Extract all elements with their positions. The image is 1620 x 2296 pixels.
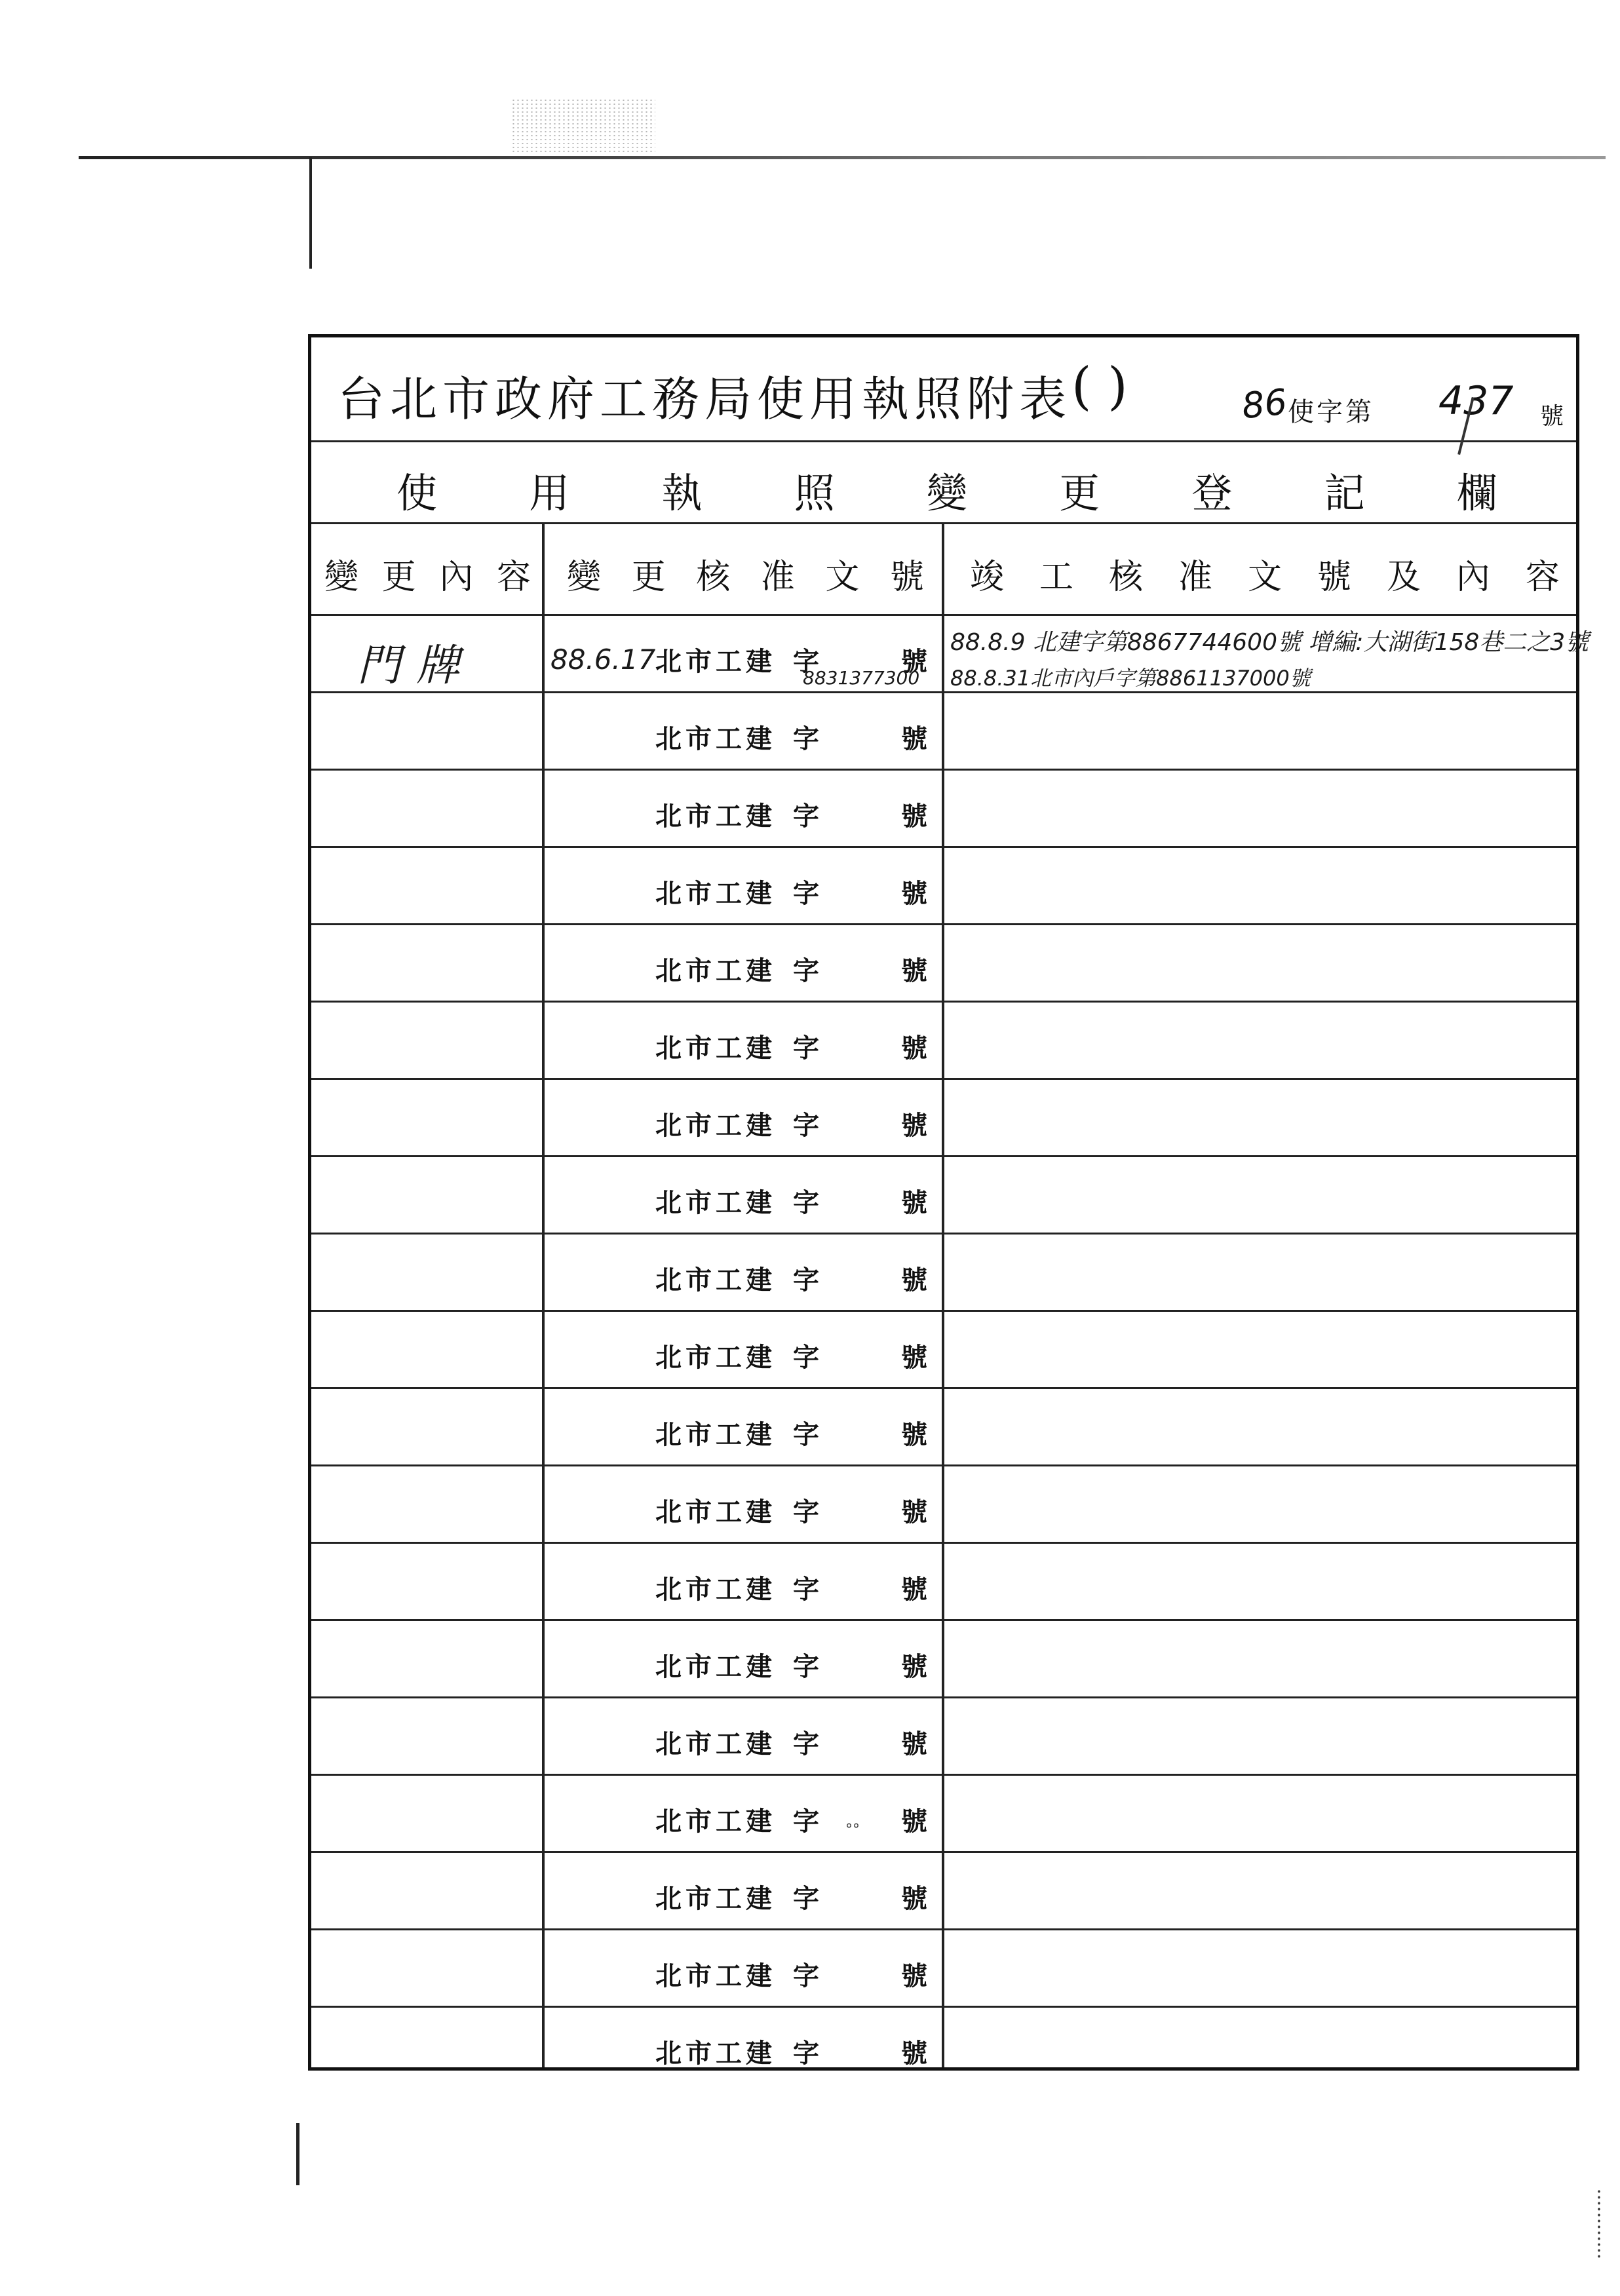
section-char: 執 xyxy=(661,469,703,517)
scan-edge-dots xyxy=(1596,2189,1602,2261)
table-header-row xyxy=(311,524,1576,616)
handwritten-doc-number: 8831377300 xyxy=(803,667,920,689)
header-change-content xyxy=(324,549,531,598)
header-char: 竣 xyxy=(970,558,1005,597)
doc-zi: 字 xyxy=(793,1497,819,1527)
header-char: 號 xyxy=(1317,558,1351,597)
header-char: 准 xyxy=(760,558,795,597)
table-row xyxy=(311,1853,1576,1930)
doc-prefix: 北市工建 xyxy=(655,1265,776,1295)
table-row xyxy=(311,1466,1576,1544)
doc-hao: 號 xyxy=(901,801,927,832)
table-row xyxy=(311,1776,1576,1853)
table-row xyxy=(311,1621,1576,1698)
doc-hao: 號 xyxy=(901,1187,927,1218)
doc-zi: 字 xyxy=(793,1342,819,1373)
doc-prefix: 北市工建 xyxy=(655,1574,776,1605)
section-char: 照 xyxy=(794,469,835,517)
section-char: 使 xyxy=(396,469,438,517)
table-row xyxy=(311,1312,1576,1389)
doc-zi: 字 xyxy=(793,1110,819,1141)
doc-zi: 字 xyxy=(793,1806,819,1837)
header-char: 更 xyxy=(631,558,666,597)
doc-hao: 號 xyxy=(901,646,927,677)
table-row xyxy=(311,1157,1576,1234)
doc-zi: 字 xyxy=(793,1574,819,1605)
section-char: 記 xyxy=(1324,469,1365,517)
doc-zi: 字 xyxy=(793,1033,819,1063)
header-char: 容 xyxy=(496,558,531,597)
doc-hao: 號 xyxy=(901,1806,927,1837)
header-char: 文 xyxy=(825,558,860,597)
doc-prefix: 北市工建 xyxy=(655,1961,776,1991)
header-char: 內 xyxy=(439,558,474,597)
handwritten-completion-line: 88.8.9 北建字第8867744600號 增編:大湖街158巷二之3號 xyxy=(950,629,1589,656)
doc-zi: 字 xyxy=(793,723,819,754)
doc-prefix: 北市工建 xyxy=(655,955,776,986)
doc-zi: 字 xyxy=(793,801,819,832)
doc-prefix: 北市工建 xyxy=(655,2038,776,2069)
header-char: 工 xyxy=(1039,558,1073,597)
permit-word: 使字第 xyxy=(1288,397,1374,427)
section-char: 用 xyxy=(529,469,570,517)
doc-hao: 號 xyxy=(901,1961,927,1991)
header-char: 准 xyxy=(1178,558,1212,597)
table-row xyxy=(311,2008,1576,2085)
section-char: 欄 xyxy=(1456,469,1497,517)
header-char: 更 xyxy=(381,558,416,597)
doc-hao: 號 xyxy=(901,2038,927,2069)
doc-hao: 號 xyxy=(901,1729,927,1759)
header-char: 內 xyxy=(1456,558,1490,597)
permit-number: 437 xyxy=(1438,378,1514,424)
table-row xyxy=(311,848,1576,925)
doc-prefix: 北市工建 xyxy=(655,1806,776,1837)
doc-zi: 字 xyxy=(793,955,819,986)
table-row xyxy=(311,1080,1576,1157)
doc-prefix: 北市工建 xyxy=(655,1497,776,1527)
doc-hao: 號 xyxy=(901,723,927,754)
doc-zi: 字 xyxy=(793,1651,819,1682)
doc-hao: 號 xyxy=(901,1419,927,1450)
header-char: 容 xyxy=(1525,558,1560,597)
header-char: 核 xyxy=(1108,558,1143,597)
handwritten-change: 門牌 xyxy=(357,640,475,691)
doc-prefix: 北市工建 xyxy=(655,1033,776,1063)
header-char: 及 xyxy=(1386,558,1421,597)
handwritten-date: 88.6.17 xyxy=(550,643,656,676)
doc-prefix: 北市工建 xyxy=(655,723,776,754)
doc-hao: 號 xyxy=(901,955,927,986)
doc-hao: 號 xyxy=(901,1883,927,1914)
header-completion-doc xyxy=(970,549,1560,598)
table-row xyxy=(311,925,1576,1003)
table-row xyxy=(311,1698,1576,1776)
section-char: 登 xyxy=(1191,469,1233,517)
doc-hao: 號 xyxy=(901,878,927,909)
doc-prefix: 北市工建 xyxy=(655,1883,776,1914)
doc-hao: 號 xyxy=(901,1110,927,1141)
section-char: 更 xyxy=(1059,469,1100,517)
register-table xyxy=(311,524,1589,2069)
doc-prefix: 北市工建 xyxy=(655,1651,776,1682)
handwritten-completion-line: 88.8.31北市內戶字第8861137000號 xyxy=(950,666,1311,691)
doc-hao: 號 xyxy=(901,1574,927,1605)
doc-prefix: 北市工建 xyxy=(655,801,776,832)
ink-smudge: °° xyxy=(845,1822,860,1838)
doc-hao: 號 xyxy=(901,1651,927,1682)
permit-form xyxy=(308,334,1589,2071)
scan-edge-mark xyxy=(296,2123,299,2185)
section-heading xyxy=(311,461,1576,519)
doc-zi: 字 xyxy=(793,1961,819,1991)
header-char: 號 xyxy=(889,558,924,597)
doc-prefix: 北市工建 xyxy=(655,1110,776,1141)
header-char: 變 xyxy=(567,558,602,597)
table-row xyxy=(311,1930,1576,2008)
table-row xyxy=(311,1389,1576,1466)
scan-edge-mark xyxy=(309,157,312,269)
doc-zi: 字 xyxy=(793,646,819,677)
doc-prefix: 北市工建 xyxy=(655,1729,776,1759)
permit-suffix: 號 xyxy=(1540,403,1564,430)
scan-noise xyxy=(511,98,655,154)
doc-prefix: 北市工建 xyxy=(655,878,776,909)
header-change-doc xyxy=(567,549,924,598)
doc-zi: 字 xyxy=(793,2038,819,2069)
header-char: 核 xyxy=(696,558,731,597)
doc-hao: 號 xyxy=(901,1033,927,1063)
doc-zi: 字 xyxy=(793,1187,819,1218)
doc-prefix: 北市工建 xyxy=(655,646,776,677)
doc-prefix: 北市工建 xyxy=(655,1187,776,1218)
table-row xyxy=(311,771,1576,848)
form-title: 台北市政府工務局使用執照附表 xyxy=(338,372,1072,427)
doc-zi: 字 xyxy=(793,1265,819,1295)
doc-hao: 號 xyxy=(901,1342,927,1373)
header-char: 變 xyxy=(324,558,359,597)
table-row xyxy=(311,1544,1576,1621)
permit-year: 86 xyxy=(1239,381,1289,427)
title-paren: ( ) xyxy=(1071,357,1128,416)
table-row xyxy=(311,693,1576,771)
scan-edge-line xyxy=(79,156,1606,159)
doc-hao: 號 xyxy=(901,1497,927,1527)
doc-zi: 字 xyxy=(793,1419,819,1450)
doc-zi: 字 xyxy=(793,1883,819,1914)
doc-zi: 字 xyxy=(793,1729,819,1759)
section-heading-row xyxy=(311,442,1576,524)
section-char: 變 xyxy=(926,469,967,517)
table-row xyxy=(311,1003,1576,1080)
doc-hao: 號 xyxy=(901,1265,927,1295)
title-row xyxy=(311,337,1576,442)
doc-prefix: 北市工建 xyxy=(655,1342,776,1373)
table-row xyxy=(311,1234,1576,1312)
header-char: 文 xyxy=(1247,558,1282,597)
table-row xyxy=(311,616,1589,693)
doc-prefix: 北市工建 xyxy=(655,1419,776,1450)
doc-zi: 字 xyxy=(793,878,819,909)
